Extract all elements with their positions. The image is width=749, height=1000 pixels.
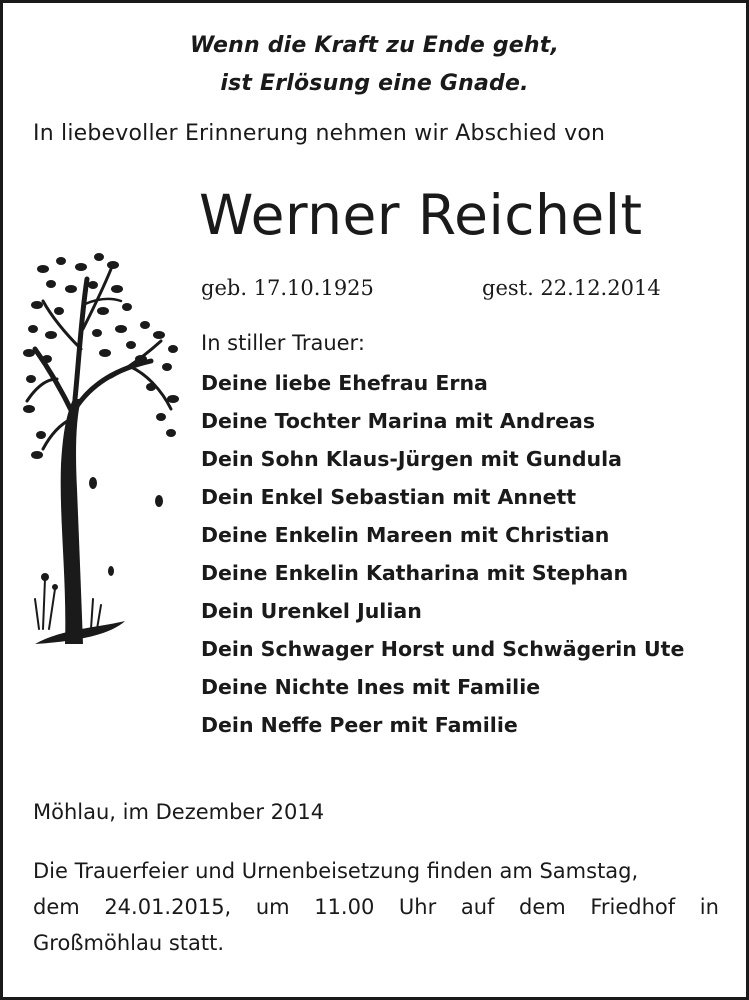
funeral-word: auf [460, 895, 495, 919]
list-item: Deine Enkelin Mareen mit Christian [201, 523, 610, 547]
funeral-line-3: Großmöhlau statt. [33, 931, 225, 955]
mourners-label: In stiller Trauer: [201, 331, 365, 355]
funeral-word: Friedhof [590, 895, 676, 919]
funeral-line-1: Die Trauerfeier und Urnenbeisetzung finden am Samstag, [33, 859, 639, 883]
list-item: Deine Enkelin Katharina mit Stephan [201, 561, 629, 585]
list-item: Dein Neffe Peer mit Familie [201, 713, 518, 737]
funeral-word: Uhr [398, 895, 437, 919]
funeral-time: 11.00 [314, 895, 375, 919]
funeral-notice [33, 853, 719, 961]
birth-date: geb. 17.10.1925 [201, 276, 374, 300]
list-item: Deine Nichte Ines mit Familie [201, 675, 541, 699]
list-item: Dein Schwager Horst und Schwägerin Ute [201, 637, 685, 661]
funeral-date: 24.01.2015, [104, 895, 232, 919]
funeral-word: dem [33, 895, 80, 919]
funeral-line-2 [33, 889, 719, 925]
funeral-word: dem [519, 895, 566, 919]
list-item: Deine liebe Ehefrau Erna [201, 371, 488, 395]
list-item: Deine Tochter Marina mit Andreas [201, 409, 596, 433]
motto-line-1: Wenn die Kraft zu Ende geht, [189, 33, 560, 58]
death-date: gest. 22.12.2014 [482, 276, 661, 300]
list-item: Dein Sohn Klaus-Jürgen mit Gundula [201, 447, 623, 471]
tree-silhouette-icon [21, 249, 186, 654]
funeral-word: um [255, 895, 290, 919]
list-item: Dein Enkel Sebastian mit Annett [201, 485, 577, 509]
funeral-word: in [699, 895, 719, 919]
place-date: Möhlau, im Dezember 2014 [33, 800, 325, 824]
list-item: Dein Urenkel Julian [201, 599, 422, 623]
deceased-name: Werner Reichelt [199, 183, 643, 247]
motto-line-2: ist Erlösung eine Gnade. [220, 71, 529, 96]
mourners-list [201, 366, 684, 746]
intro-text: In liebevoller Erinnerung nehmen wir Abschied von [33, 121, 606, 146]
